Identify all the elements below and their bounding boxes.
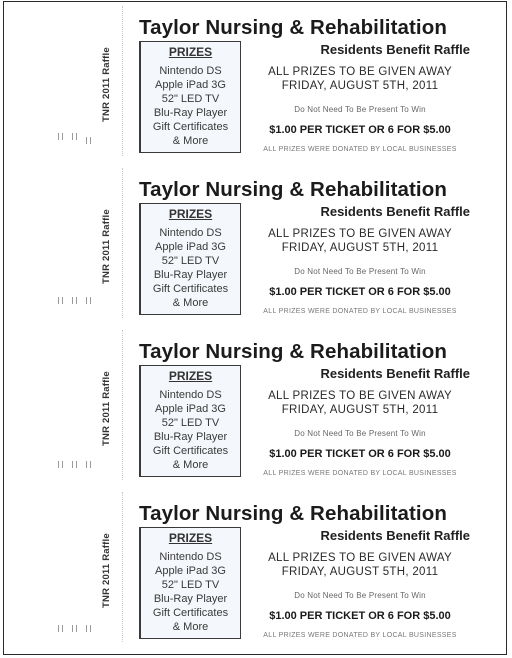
- donation-note: ALL PRIZES WERE DONATED BY LOCAL BUSINESSES: [263, 308, 457, 315]
- prizes-box: [139, 365, 241, 477]
- perforation-line: [122, 6, 123, 156]
- prizes-list: [141, 227, 240, 310]
- prizes-heading: PRIZES: [168, 369, 213, 383]
- raffle-ticket: [0, 486, 512, 648]
- perforation-line: [122, 330, 123, 480]
- raffle-name: Residents Benefit Raffle: [320, 204, 470, 219]
- ticket-title: Taylor Nursing & Rehabilitation: [139, 340, 447, 363]
- prizes-list: [141, 65, 240, 148]
- donation-note: ALL PRIZES WERE DONATED BY LOCAL BUSINESSES: [263, 470, 457, 477]
- ticket-title: Taylor Nursing & Rehabilitation: [139, 178, 447, 201]
- prizes-box: [139, 41, 241, 153]
- stub-label: TNR 2011 Raffle: [101, 47, 112, 122]
- stub-label: TNR 2011 Raffle: [101, 371, 112, 446]
- prize-item: 52" LED TV: [161, 578, 220, 591]
- prize-item: Nintendo DS: [159, 65, 222, 77]
- prize-item: Apple iPad 3G: [155, 564, 226, 577]
- price-line: $1.00 PER TICKET OR 6 FOR $5.00: [269, 448, 451, 460]
- date-line: FRIDAY, AUGUST 5TH, 2011: [281, 566, 439, 578]
- presence-note: Do Not Need To Be Present To Win: [294, 429, 426, 438]
- stub-tear-marks: [58, 619, 98, 639]
- perforation-line: [122, 492, 123, 642]
- prize-item: 52" LED TV: [161, 92, 220, 105]
- stub-label: TNR 2011 Raffle: [101, 209, 112, 284]
- prize-item: Gift Certificates: [152, 120, 229, 133]
- date-line: FRIDAY, AUGUST 5TH, 2011: [281, 80, 439, 92]
- giveaway-line: ALL PRIZES TO BE GIVEN AWAY: [268, 66, 452, 78]
- donation-note: ALL PRIZES WERE DONATED BY LOCAL BUSINESSES: [263, 146, 457, 153]
- prize-item: Apple iPad 3G: [155, 78, 226, 91]
- prize-item: Gift Certificates: [152, 606, 229, 619]
- raffle-name: Residents Benefit Raffle: [320, 366, 470, 381]
- prize-item: Gift Certificates: [152, 444, 229, 457]
- raffle-name: Residents Benefit Raffle: [320, 42, 470, 57]
- prize-item: & More: [172, 296, 209, 309]
- prizes-box: [139, 527, 241, 639]
- prize-item: Nintendo DS: [159, 551, 222, 563]
- presence-note: Do Not Need To Be Present To Win: [294, 591, 426, 600]
- prize-item: Blu-Ray Player: [153, 268, 228, 281]
- raffle-name: Residents Benefit Raffle: [320, 528, 470, 543]
- perforation-line: [122, 168, 123, 318]
- prize-item: & More: [172, 620, 209, 633]
- price-line: $1.00 PER TICKET OR 6 FOR $5.00: [269, 124, 451, 136]
- date-line: FRIDAY, AUGUST 5TH, 2011: [281, 404, 439, 416]
- stub-tear-marks: [58, 457, 98, 477]
- prize-item: & More: [172, 134, 209, 147]
- prizes-box: [139, 203, 241, 315]
- prize-item: Apple iPad 3G: [155, 240, 226, 253]
- raffle-ticket: [0, 324, 512, 486]
- giveaway-line: ALL PRIZES TO BE GIVEN AWAY: [268, 228, 452, 240]
- prize-item: 52" LED TV: [161, 254, 220, 267]
- prize-item: Gift Certificates: [152, 282, 229, 295]
- prize-item: Nintendo DS: [159, 389, 222, 401]
- giveaway-line: ALL PRIZES TO BE GIVEN AWAY: [268, 390, 452, 402]
- prize-item: 52" LED TV: [161, 416, 220, 429]
- price-line: $1.00 PER TICKET OR 6 FOR $5.00: [269, 286, 451, 298]
- raffle-ticket: [0, 162, 512, 324]
- prizes-heading: PRIZES: [168, 45, 213, 59]
- stub-label: TNR 2011 Raffle: [101, 533, 112, 608]
- stub-tear-marks: [58, 295, 98, 315]
- date-line: FRIDAY, AUGUST 5TH, 2011: [281, 242, 439, 254]
- prizes-heading: PRIZES: [168, 207, 213, 221]
- raffle-ticket: [0, 0, 512, 162]
- stub-tear-marks: [58, 133, 98, 153]
- giveaway-line: ALL PRIZES TO BE GIVEN AWAY: [268, 552, 452, 564]
- ticket-title: Taylor Nursing & Rehabilitation: [139, 16, 447, 39]
- prize-item: Blu-Ray Player: [153, 592, 228, 605]
- prize-item: Blu-Ray Player: [153, 430, 228, 443]
- price-line: $1.00 PER TICKET OR 6 FOR $5.00: [269, 610, 451, 622]
- prize-item: Blu-Ray Player: [153, 106, 228, 119]
- presence-note: Do Not Need To Be Present To Win: [294, 267, 426, 276]
- presence-note: Do Not Need To Be Present To Win: [294, 105, 426, 114]
- ticket-title: Taylor Nursing & Rehabilitation: [139, 502, 447, 525]
- prize-item: & More: [172, 458, 209, 471]
- prizes-heading: PRIZES: [168, 531, 213, 545]
- prize-item: Apple iPad 3G: [155, 402, 226, 415]
- prizes-list: [141, 389, 240, 472]
- prize-item: Nintendo DS: [159, 227, 222, 239]
- donation-note: ALL PRIZES WERE DONATED BY LOCAL BUSINESSES: [263, 632, 457, 639]
- prizes-list: [141, 551, 240, 634]
